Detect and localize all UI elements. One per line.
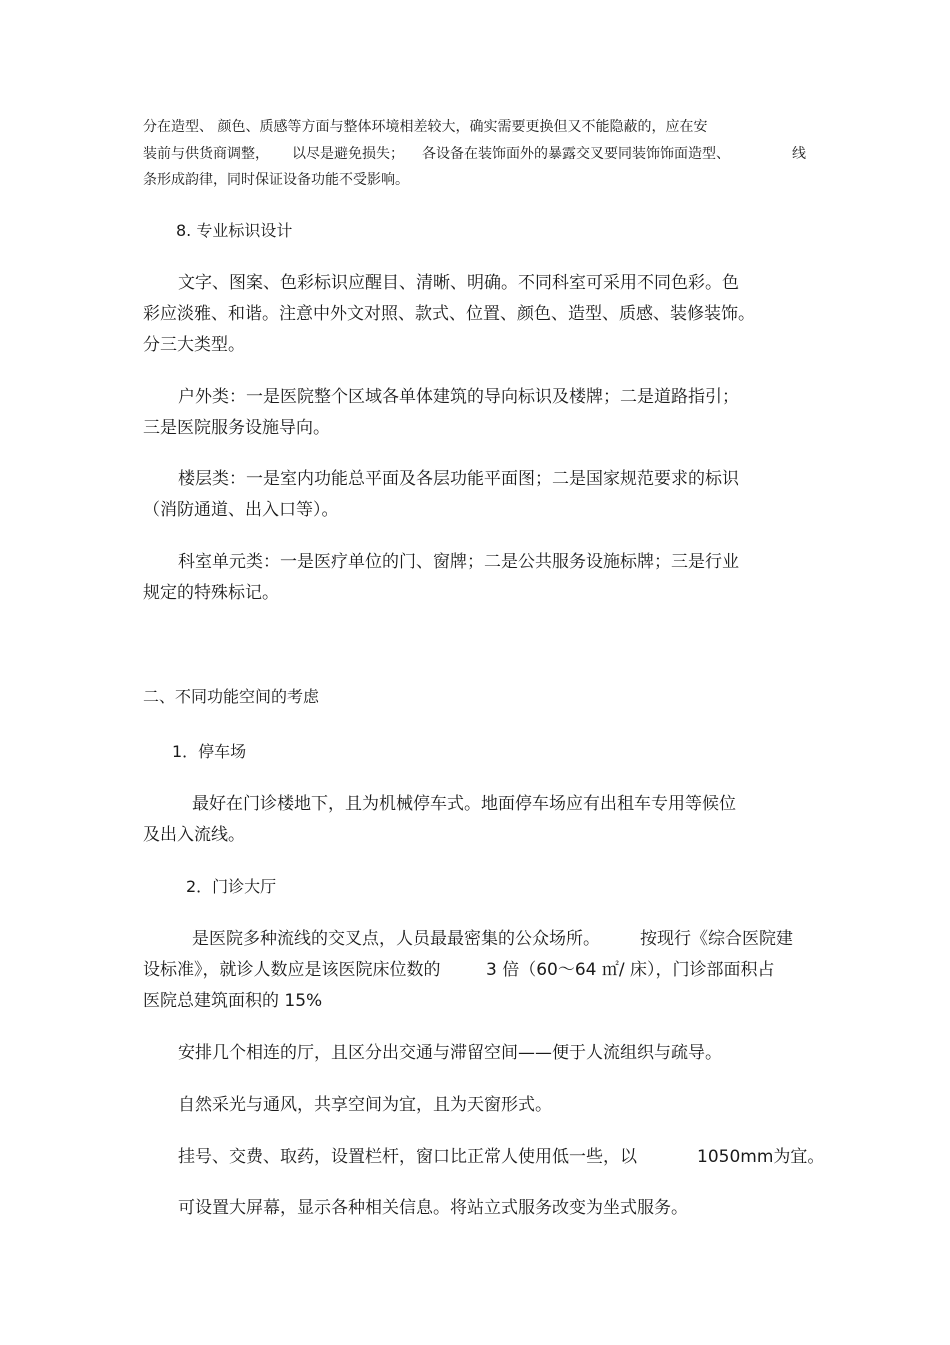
top-para-line3: 条形成韵律，同时保证设备功能不受影响。 [143, 172, 409, 188]
top-para-line2-a: 装前与供货商调整， [143, 146, 269, 162]
floor-line1: 楼层类：一是室内功能总平面及各层功能平面图；二是国家规范要求的标识 [178, 469, 739, 489]
lobby-bullet3-b: 1050mm为宜。 [697, 1147, 825, 1167]
section8-para1-line3: 分三大类型。 [143, 335, 245, 355]
lobby-bullet1: 安排几个相连的厅，且区分出交通与滞留空间——便于人流组织与疏导。 [178, 1043, 722, 1063]
top-para-line2-b: 以尽是避免损失； [292, 146, 404, 162]
part2-heading: 二、不同功能空间的考虑 [143, 687, 320, 706]
section8-para1-line1: 文字、图案、色彩标识应醒目、清晰、明确。不同科室可采用不同色彩。色 [178, 273, 739, 293]
top-para-line1: 分在造型、 颜色、质感等方面与整体环境相差较大，确实需要更换但又不能隐蔽的，应在安 [143, 119, 708, 135]
floor-line2: （消防通道、出入口等）。 [143, 500, 339, 520]
lobby-bullet2: 自然采光与通风，共享空间为宜，且为天窗形式。 [178, 1095, 552, 1115]
dept-line1: 科室单元类：一是医疗单位的门、窗牌；二是公共服务设施标牌；三是行业 [178, 552, 739, 572]
top-para-line2-d: 线 [792, 146, 806, 162]
parking-line1: 最好在门诊楼地下，且为机械停车式。地面停车场应有出租车专用等候位 [192, 794, 736, 814]
dept-line2: 规定的特殊标记。 [143, 583, 279, 603]
lobby-p3: 医院总建筑面积的 15% [143, 991, 323, 1011]
lobby-p1-b: 按现行《综合医院建 [640, 929, 793, 949]
outdoor-line2: 三是医院服务设施导向。 [143, 418, 330, 438]
parking-line2: 及出入流线。 [143, 825, 245, 845]
lobby-p2-b: 3 倍（60～64 ㎡/ 床），门诊部面积占 [486, 960, 775, 980]
lobby-p1-a: 是医院多种流线的交叉点，人员最最密集的公众场所。 [192, 929, 600, 949]
outdoor-line1: 户外类：一是医院整个区域各单体建筑的导向标识及楼牌；二是道路指引； [178, 387, 739, 407]
section8-para1-line2: 彩应淡雅、和谐。注意中外文对照、款式、位置、颜色、造型、质感、装修装饰。 [143, 304, 755, 324]
lobby-heading: 2．门诊大厅 [186, 877, 277, 896]
lobby-bullet3-a: 挂号、交费、取药，设置栏杆，窗口比正常人使用低一些，以 [178, 1147, 637, 1167]
section8-heading: 8. 专业标识设计 [176, 221, 293, 240]
parking-heading: 1．停车场 [172, 742, 247, 761]
lobby-p2-a: 设标准》，就诊人数应是该医院床位数的 [143, 960, 441, 980]
top-para-line2-c: 各设备在装饰面外的暴露交叉要同装饰饰面造型、 [422, 146, 730, 162]
lobby-bullet4: 可设置大屏幕，显示各种相关信息。将站立式服务改变为坐式服务。 [178, 1198, 688, 1218]
